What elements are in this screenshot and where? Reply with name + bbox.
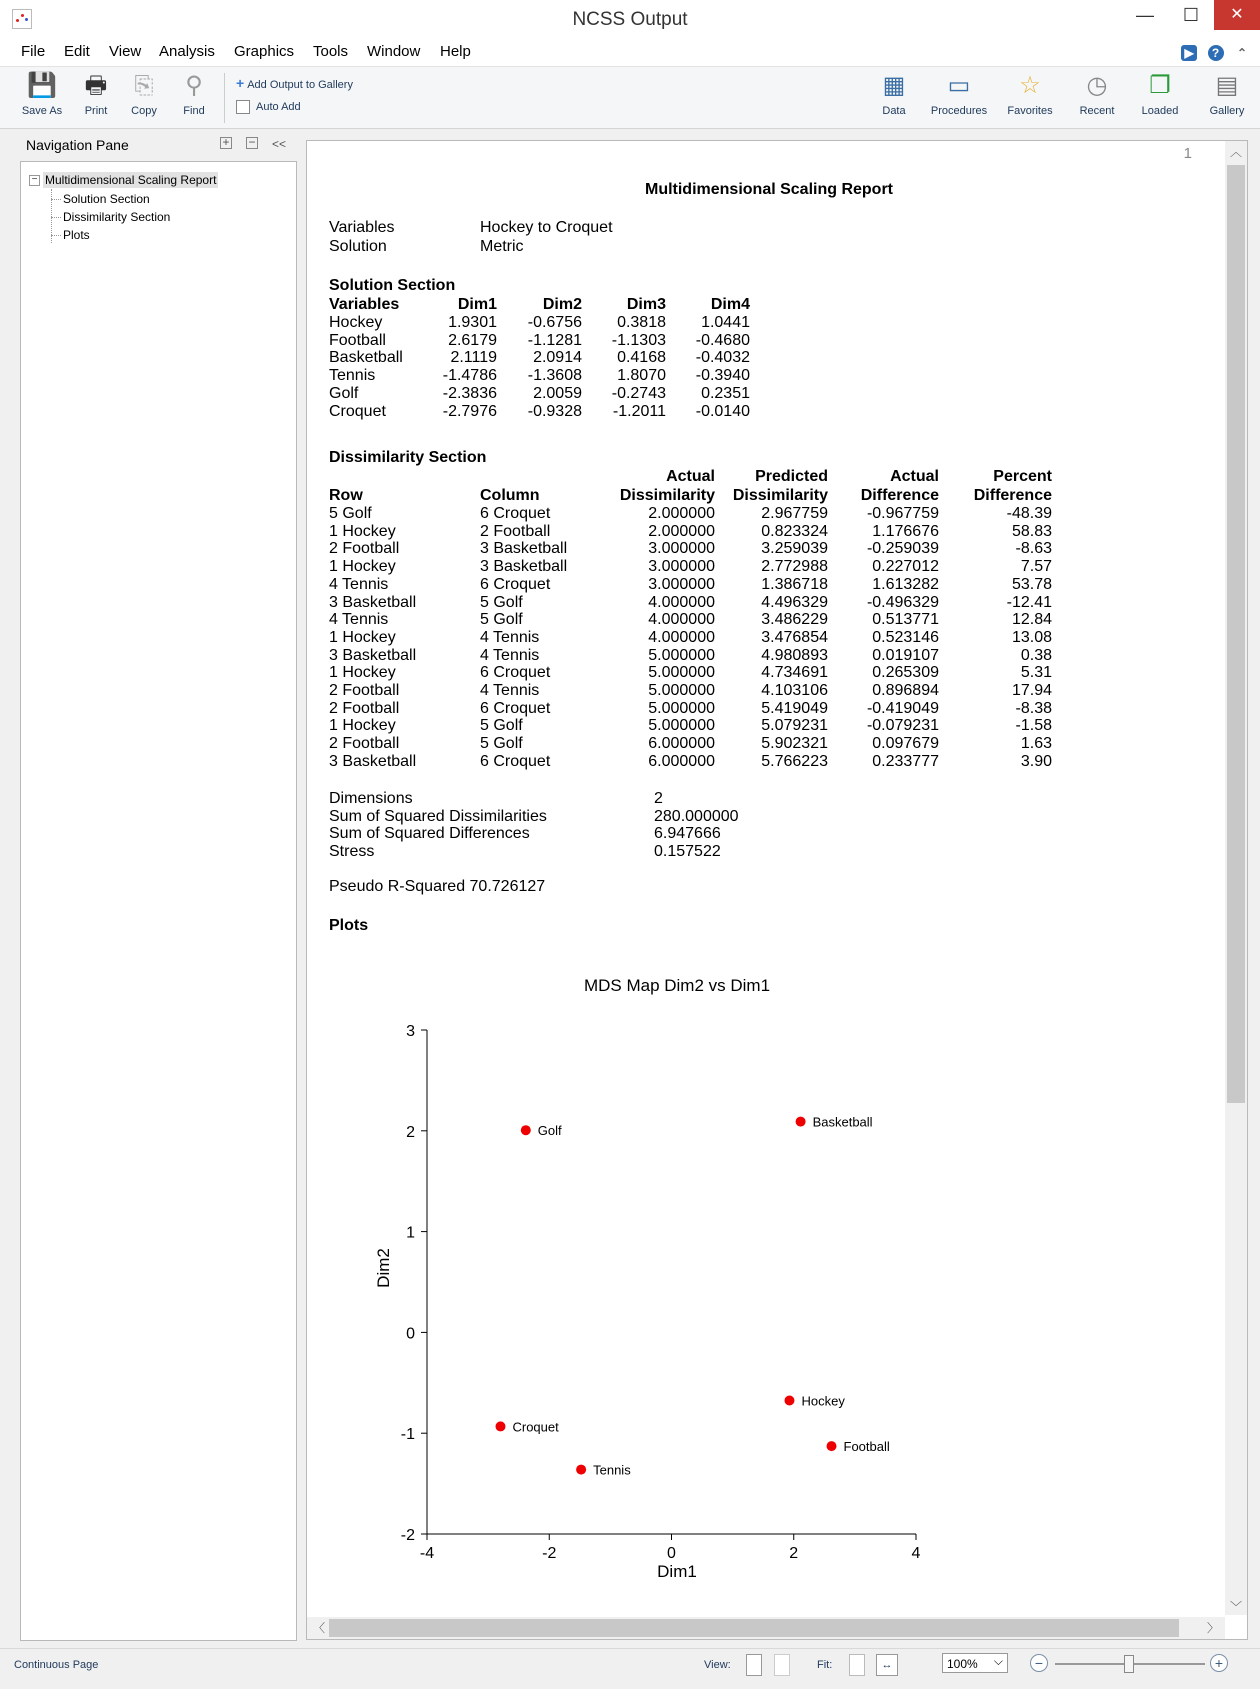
menu-bar xyxy=(0,38,1260,67)
point-label-golf: Golf xyxy=(537,1123,562,1139)
find-button[interactable]: ⚲ Find xyxy=(174,71,214,117)
dissimilarity-cell: 3 Basketball xyxy=(329,593,417,611)
solution-cell: -0.2743 xyxy=(611,384,666,402)
dissimilarity-cell: 2 Football xyxy=(480,522,551,540)
dissimilarity-cell: 5.000000 xyxy=(648,664,715,682)
summary-value: 0.157522 xyxy=(654,843,721,861)
solution-cell: Hockey xyxy=(329,314,383,331)
dissimilarity-cell: 2 Football xyxy=(329,540,400,558)
dissimilarity-cell: -12.41 xyxy=(1006,593,1052,611)
dissimilarity-cell: 6 Croquet xyxy=(480,699,551,717)
dissimilarity-cell: 0.019107 xyxy=(872,646,939,664)
menu-tools[interactable]: Tools xyxy=(313,43,349,60)
solution-cell: -0.3940 xyxy=(695,367,750,385)
dissimilarity-cell: 6 Croquet xyxy=(480,575,551,593)
variables-label: Variables xyxy=(329,219,395,236)
dissimilarity-cell: 5.000000 xyxy=(648,646,715,664)
dissimilarity-cell: -0.496329 xyxy=(866,593,939,611)
summary-label: Stress xyxy=(329,843,375,861)
windows-icon: ❐ xyxy=(1149,72,1171,99)
y-tick-label: 3 xyxy=(406,1023,415,1040)
solution-value: Metric xyxy=(480,238,524,255)
dissimilarity-cell: 4.000000 xyxy=(648,628,715,646)
solution-cell: Croquet xyxy=(329,402,386,420)
dissimilarity-cell: 4.734691 xyxy=(761,664,828,682)
dissimilarity-header-cell: Difference xyxy=(860,487,939,504)
point-label-basketball: Basketball xyxy=(812,1114,873,1130)
solution-cell: -0.0140 xyxy=(695,402,750,420)
add-output-to-gallery-button[interactable]: + Add Output to Gallery xyxy=(236,75,353,91)
x-tick-label: 4 xyxy=(911,1545,921,1562)
x-tick-label: -4 xyxy=(419,1545,435,1562)
dissimilarity-cell: 0.38 xyxy=(1020,646,1052,664)
plots-heading: Plots xyxy=(329,917,369,934)
dissimilarity-cell: 1.613282 xyxy=(872,575,939,593)
solution-cell: 2.0914 xyxy=(533,349,582,367)
summary-label: Sum of Squared Differences xyxy=(329,825,530,843)
dissimilarity-cell: 1 Hockey xyxy=(329,522,396,540)
dissimilarity-cell: 2.000000 xyxy=(648,505,715,522)
dissimilarity-cell: 3.486229 xyxy=(761,611,828,629)
point-golf xyxy=(521,1125,531,1135)
data-grid-icon: ▦ xyxy=(882,72,906,99)
dissimilarity-cell: 5 Golf xyxy=(480,593,523,611)
point-label-football: Football xyxy=(843,1439,890,1455)
dissimilarity-header-cell: Column xyxy=(480,487,540,504)
solution-cell: -1.3608 xyxy=(527,367,582,385)
solution-cell: Tennis xyxy=(329,367,376,385)
dissimilarity-header-cell: Percent xyxy=(993,468,1052,485)
fit-page-icon[interactable] xyxy=(849,1654,865,1676)
dissimilarity-cell: 17.94 xyxy=(1011,682,1052,699)
minimize-button[interactable]: — xyxy=(1136,5,1154,25)
solution-header-cell: Variables xyxy=(329,296,400,313)
tree-collapse-icon[interactable]: − xyxy=(29,175,40,186)
dissimilarity-cell: 0.233777 xyxy=(872,752,939,770)
scroll-right-icon[interactable]: 〉 xyxy=(1206,1621,1219,1635)
solution-cell: Basketball xyxy=(329,349,403,367)
x-tick-label: 0 xyxy=(667,1545,676,1562)
solution-cell: 1.9301 xyxy=(448,314,497,331)
toolbar xyxy=(0,67,1260,129)
dissimilarity-cell: 4 Tennis xyxy=(480,682,540,699)
help-icon[interactable]: ? xyxy=(1208,45,1224,61)
zoom-slider-thumb[interactable] xyxy=(1124,1655,1134,1673)
y-tick-label: 2 xyxy=(406,1123,415,1141)
dissimilarity-cell: -8.38 xyxy=(1015,699,1052,717)
dissimilarity-cell: 0.823324 xyxy=(761,522,828,540)
solution-header-cell: Dim4 xyxy=(710,296,750,313)
solution-cell: -1.1281 xyxy=(527,331,582,349)
dissimilarity-cell: 12.84 xyxy=(1011,611,1052,629)
loaded-button[interactable]: ❐ Loaded xyxy=(1138,71,1182,117)
dissimilarity-cell: 4.000000 xyxy=(648,611,715,629)
dissimilarity-cell: 0.523146 xyxy=(872,628,939,646)
dissimilarity-cell: 0.513771 xyxy=(872,611,939,629)
dissimilarity-cell: 3.259039 xyxy=(761,540,828,558)
point-croquet xyxy=(495,1421,505,1431)
dissimilarity-cell: 4 Tennis xyxy=(480,646,540,664)
solution-section-heading: Solution Section xyxy=(329,277,456,294)
dissimilarity-cell: 3 Basketball xyxy=(329,752,417,770)
dissimilarity-cell: 3.476854 xyxy=(761,628,828,646)
dissimilarity-cell: 1.386718 xyxy=(761,575,828,593)
page-mode-label: Continuous Page xyxy=(14,1659,99,1671)
dissimilarity-cell: -8.63 xyxy=(1015,540,1052,558)
add-icon: + xyxy=(236,75,245,91)
favorites-button[interactable]: ☆ Favorites xyxy=(1002,71,1058,117)
chart-x-label: Dim1 xyxy=(657,1562,697,1581)
report-viewer xyxy=(306,140,1248,1640)
scroll-left-icon[interactable]: 〈 xyxy=(313,1621,326,1635)
navigation-pane-title: Navigation Pane xyxy=(26,137,129,153)
solution-cell: -0.6756 xyxy=(527,314,582,331)
y-tick-label: 1 xyxy=(406,1224,415,1242)
dissimilarity-cell: 6.000000 xyxy=(648,735,715,753)
point-tennis xyxy=(576,1465,586,1475)
dissimilarity-cell: -0.419049 xyxy=(866,699,939,717)
menu-window[interactable]: Window xyxy=(367,43,421,60)
dissimilarity-cell: 1 Hockey xyxy=(329,664,396,682)
summary-value: 6.947666 xyxy=(654,825,721,843)
dissimilarity-header-cell: Actual xyxy=(890,468,939,485)
menu-edit[interactable]: Edit xyxy=(64,43,90,60)
solution-cell: 1.8070 xyxy=(617,367,666,385)
dissimilarity-cell: 4 Tennis xyxy=(329,611,389,629)
dissimilarity-cell: 4.000000 xyxy=(648,593,715,611)
video-icon[interactable]: ▶ xyxy=(1181,45,1197,61)
scroll-up-icon[interactable]: ︿ xyxy=(1229,145,1242,159)
checkbox-icon[interactable] xyxy=(236,100,250,114)
dissimilarity-cell: 5.000000 xyxy=(648,717,715,735)
print-button[interactable]: 🖶 Print xyxy=(76,71,116,117)
toolbar-divider xyxy=(224,73,225,123)
dissimilarity-cell: 4 Tennis xyxy=(480,628,540,646)
dissimilarity-cell: 0.896894 xyxy=(872,682,939,699)
y-tick-label: -1 xyxy=(400,1426,415,1444)
maximize-button[interactable]: ☐ xyxy=(1182,5,1200,25)
dissimilarity-cell: 0.265309 xyxy=(872,664,939,682)
horizontal-scrollbar[interactable] xyxy=(307,1617,1225,1639)
dissimilarity-cell: 4 Tennis xyxy=(329,575,389,593)
solution-cell: 0.3818 xyxy=(617,314,666,331)
dissimilarity-cell: 1.63 xyxy=(1020,735,1052,753)
tree-connector xyxy=(51,217,61,218)
dissimilarity-cell: 7.57 xyxy=(1020,558,1052,576)
point-basketball xyxy=(796,1117,806,1127)
summary-value: 2 xyxy=(654,790,663,807)
dissimilarity-cell: 2 Football xyxy=(329,735,400,753)
menu-file[interactable]: File xyxy=(21,43,46,60)
summary-label: Dimensions xyxy=(329,790,413,807)
solution-cell: -1.2011 xyxy=(612,402,666,420)
collapse-all-icon[interactable]: − xyxy=(246,137,258,149)
dissimilarity-cell: 2 Football xyxy=(329,682,400,699)
menu-view[interactable]: View xyxy=(109,43,142,60)
dissimilarity-cell: 6.000000 xyxy=(648,752,715,770)
dissimilarity-cell: 13.08 xyxy=(1011,628,1052,646)
dissimilarity-cell: 3.000000 xyxy=(648,575,715,593)
dissimilarity-cell: 1.176676 xyxy=(872,522,939,540)
y-tick-label: 0 xyxy=(406,1325,415,1343)
recent-button[interactable]: ◷ Recent xyxy=(1076,71,1118,117)
dissimilarity-cell: 53.78 xyxy=(1011,575,1052,593)
copy-icon: ⎘ xyxy=(134,72,154,99)
point-hockey xyxy=(784,1396,794,1406)
copy-button[interactable]: ⎘ Copy xyxy=(124,71,164,117)
dissimilarity-cell: 1 Hockey xyxy=(329,628,396,646)
dissimilarity-cell: 5 Golf xyxy=(480,735,523,753)
solution-cell: -1.1303 xyxy=(611,331,666,349)
tree-item-dissimilarity-section[interactable]: Dissimilarity Section xyxy=(63,210,171,224)
data-button[interactable]: ▦ Data xyxy=(874,71,914,117)
solution-cell: 0.2351 xyxy=(701,384,750,402)
dissimilarity-cell: 6 Croquet xyxy=(480,664,551,682)
vertical-scrollbar[interactable] xyxy=(1225,141,1247,1615)
procedures-icon: ▭ xyxy=(947,72,971,99)
report-title: Multidimensional Scaling Report xyxy=(644,181,894,198)
menu-graphics[interactable]: Graphics xyxy=(234,43,295,60)
page-number: 1 xyxy=(1183,145,1192,162)
chart-points xyxy=(495,1115,889,1478)
dissimilarity-header-cell: Predicted xyxy=(755,468,828,485)
solution-cell: -0.4032 xyxy=(695,349,750,367)
dissimilarity-cell: -1.58 xyxy=(1015,717,1052,735)
dissimilarity-section-heading: Dissimilarity Section xyxy=(329,449,487,466)
single-page-view-icon[interactable] xyxy=(746,1654,762,1676)
dissimilarity-cell: 1 Hockey xyxy=(329,717,396,735)
dissimilarity-cell: 5 Golf xyxy=(480,717,523,735)
chart-axes xyxy=(401,1023,921,1562)
solution-cell: 2.0059 xyxy=(533,384,582,402)
menu-analysis[interactable]: Analysis xyxy=(159,43,215,60)
dissimilarity-cell: 5.419049 xyxy=(761,699,828,717)
dissimilarity-cell: 4.496329 xyxy=(761,593,828,611)
solution-cell: Golf xyxy=(329,384,359,402)
tree-item-report[interactable]: Multidimensional Scaling Report xyxy=(45,173,217,187)
dissimilarity-cell: 58.83 xyxy=(1011,522,1052,540)
dissimilarity-cell: 3.000000 xyxy=(648,540,715,558)
chart-y-label: Dim2 xyxy=(374,1248,393,1288)
dissimilarity-header-cell: Dissimilarity xyxy=(619,487,715,504)
point-label-croquet: Croquet xyxy=(512,1419,559,1435)
dissimilarity-cell: 6 Croquet xyxy=(480,505,551,522)
solution-header-cell: Dim1 xyxy=(457,296,497,313)
save-as-button[interactable]: 💾 Save As xyxy=(21,72,63,117)
dissimilarity-cell: 3.000000 xyxy=(648,558,715,576)
menu-help[interactable]: Help xyxy=(440,43,471,60)
dissimilarity-cell: 3 Basketball xyxy=(480,540,568,558)
view-label: View: xyxy=(704,1659,731,1671)
dissimilarity-cell: 5.079231 xyxy=(761,717,828,735)
dissimilarity-header-cell: Actual xyxy=(666,468,715,485)
solution-header-cell: Dim3 xyxy=(626,296,666,313)
star-icon: ☆ xyxy=(1019,72,1041,99)
dissimilarity-cell: 4.980893 xyxy=(761,646,828,664)
dissimilarity-cell: 4.103106 xyxy=(761,682,828,699)
solution-cell: -2.3836 xyxy=(442,384,497,402)
fit-label: Fit: xyxy=(817,1659,833,1671)
scroll-down-icon[interactable]: ﹀ xyxy=(1229,1600,1242,1614)
point-football xyxy=(827,1441,837,1451)
save-icon: 💾 xyxy=(27,72,57,99)
variables-value: Hockey to Croquet xyxy=(480,219,613,236)
zoom-select[interactable]: 100% ⌵ xyxy=(942,1653,1008,1673)
x-tick-label: 2 xyxy=(789,1545,799,1562)
dissimilarity-header-cell: Row xyxy=(329,487,363,504)
point-label-tennis: Tennis xyxy=(593,1462,631,1478)
close-button[interactable]: ✕ xyxy=(1214,0,1260,30)
navigation-tree xyxy=(20,161,297,1641)
magnifier-icon: ⚲ xyxy=(185,72,203,99)
solution-cell: -2.7976 xyxy=(442,402,497,420)
tree-connector xyxy=(51,199,61,200)
summary-label: Sum of Squared Dissimilarities xyxy=(329,807,547,825)
dissimilarity-cell: 3 Basketball xyxy=(329,646,417,664)
solution-cell: Football xyxy=(329,331,386,349)
summary-value: 280.000000 xyxy=(654,807,739,825)
title-bar xyxy=(0,0,1260,39)
dissimilarity-cell: -0.079231 xyxy=(866,717,939,735)
y-tick-label: -2 xyxy=(400,1527,415,1544)
solution-cell: 2.6179 xyxy=(448,331,497,349)
window-title: NCSS Output xyxy=(572,9,688,30)
status-bar xyxy=(0,1648,1260,1689)
solution-cell: -1.4786 xyxy=(442,367,497,385)
procedures-button[interactable]: ▭ Procedures xyxy=(928,71,990,117)
vertical-scroll-thumb[interactable] xyxy=(1227,165,1245,1103)
tree-connector xyxy=(51,235,61,236)
clock-icon: ◷ xyxy=(1086,72,1108,99)
x-tick-label: -2 xyxy=(542,1545,557,1562)
dissimilarity-cell: 5 Golf xyxy=(480,611,523,629)
dissimilarity-cell: 1 Hockey xyxy=(329,558,396,576)
solution-cell: 0.4168 xyxy=(617,349,666,367)
solution-cell: -0.4680 xyxy=(695,331,750,349)
point-label-hockey: Hockey xyxy=(801,1393,845,1409)
dissimilarity-cell: 5 Golf xyxy=(329,505,372,522)
chart-title: MDS Map Dim2 vs Dim1 xyxy=(583,976,771,995)
dissimilarity-cell: 2.967759 xyxy=(761,505,828,522)
dissimilarity-cell: 0.227012 xyxy=(872,558,939,576)
dissimilarity-cell: 2.772988 xyxy=(761,558,828,576)
collapse-ribbon-icon[interactable]: ⌃ xyxy=(1236,46,1248,60)
dissimilarity-cell: 3 Basketball xyxy=(480,558,568,576)
dissimilarity-cell: 0.097679 xyxy=(872,735,939,753)
solution-header-cell: Dim2 xyxy=(542,296,582,313)
solution-cell: -0.9328 xyxy=(527,402,582,420)
dissimilarity-cell: 2.000000 xyxy=(648,522,715,540)
gallery-doc-icon: ▤ xyxy=(1215,72,1239,99)
dissimilarity-header-cell: Dissimilarity xyxy=(732,487,828,504)
dissimilarity-cell: 5.902321 xyxy=(761,735,828,753)
mds-scatter-chart xyxy=(339,971,919,1591)
navigation-pane-header xyxy=(20,134,295,156)
gallery-button[interactable]: ▤ Gallery xyxy=(1204,71,1250,117)
dissimilarity-cell: 5.000000 xyxy=(648,699,715,717)
solution-cell: 2.1119 xyxy=(450,349,497,367)
fit-width-icon[interactable]: ↔ xyxy=(876,1654,898,1676)
dissimilarity-cell: 5.766223 xyxy=(761,752,828,770)
pseudo-r-squared: Pseudo R-Squared 70.726127 xyxy=(329,878,546,895)
dissimilarity-header-cell: Difference xyxy=(973,487,1052,504)
tree-item-plots[interactable]: Plots xyxy=(63,228,90,242)
tree-item-solution-section[interactable]: Solution Section xyxy=(63,192,150,206)
dissimilarity-cell: -0.259039 xyxy=(866,540,939,558)
dissimilarity-cell: 3.90 xyxy=(1020,752,1052,770)
zoom-out-button[interactable]: − xyxy=(1030,1654,1048,1672)
dissimilarity-cell: -48.39 xyxy=(1006,505,1052,522)
dissimilarity-cell: -0.967759 xyxy=(866,505,939,522)
dissimilarity-cell: 2 Football xyxy=(329,699,400,717)
dissimilarity-cell: 5.31 xyxy=(1020,664,1052,682)
zoom-in-button[interactable]: + xyxy=(1210,1654,1228,1672)
expand-all-icon[interactable]: + xyxy=(220,137,232,149)
two-page-view-icon[interactable] xyxy=(774,1654,790,1676)
printer-icon: 🖶 xyxy=(84,72,108,99)
dissimilarity-cell: 6 Croquet xyxy=(480,752,551,770)
auto-add-checkbox[interactable]: Auto Add xyxy=(236,100,301,114)
solution-cell: 1.0441 xyxy=(701,314,750,331)
hide-pane-icon[interactable]: << xyxy=(272,137,287,151)
horizontal-scroll-thumb[interactable] xyxy=(329,1619,1179,1637)
solution-label: Solution xyxy=(329,238,387,255)
dissimilarity-cell: 5.000000 xyxy=(648,682,715,699)
